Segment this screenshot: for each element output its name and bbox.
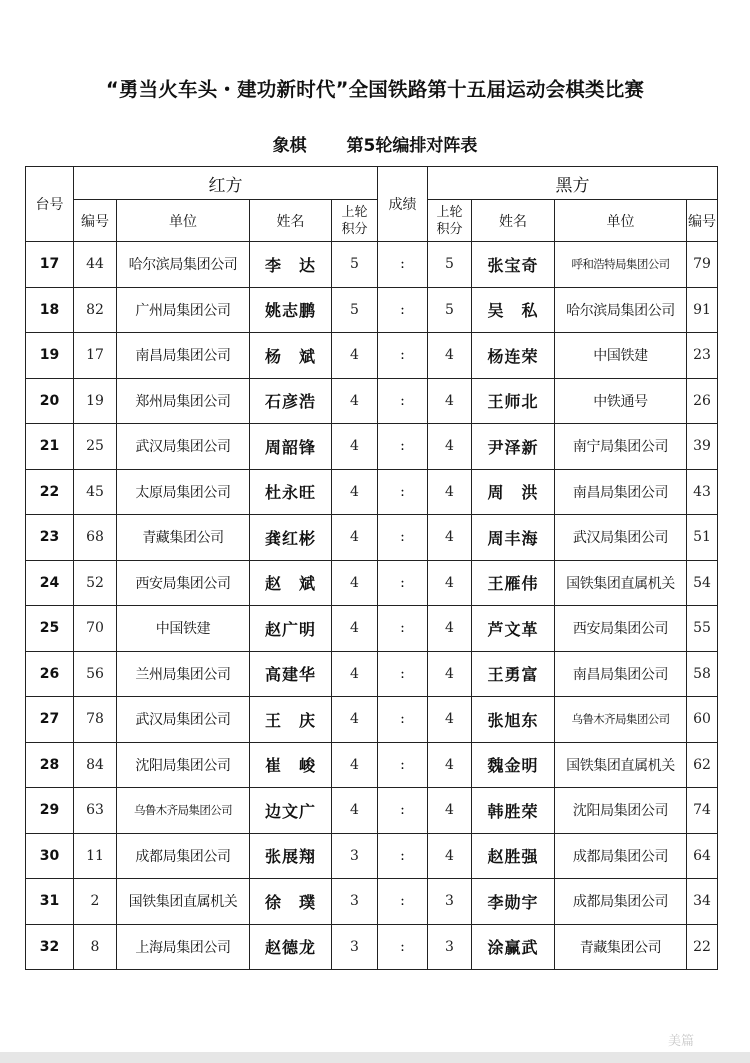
red-id-cell: 8 — [74, 924, 117, 970]
result-cell: : — [378, 333, 428, 379]
red-name-cell: 姚志鹏 — [250, 287, 332, 333]
table-row — [26, 606, 718, 652]
red-unit-cell: 太原局集团公司 — [117, 469, 250, 515]
table-row — [26, 424, 718, 470]
red-score-cell: 4 — [332, 378, 378, 424]
black-unit-cell: 南昌局集团公司 — [555, 651, 687, 697]
red-score-cell: 4 — [332, 469, 378, 515]
header-red-prev-score: 上轮 积分 — [332, 200, 378, 242]
black-id-cell: 22 — [687, 924, 718, 970]
black-name-cell: 周 洪 — [472, 469, 555, 515]
header-row-bottom — [26, 200, 718, 242]
red-score-cell: 4 — [332, 515, 378, 561]
black-name-cell: 王勇富 — [472, 651, 555, 697]
red-name-cell: 李 达 — [250, 242, 332, 288]
red-unit-cell: 郑州局集团公司 — [117, 378, 250, 424]
red-name-cell: 赵德龙 — [250, 924, 332, 970]
red-score-cell: 3 — [332, 833, 378, 879]
black-score-cell: 4 — [428, 378, 472, 424]
red-name-cell: 王 庆 — [250, 697, 332, 743]
black-name-cell: 吴 私 — [472, 287, 555, 333]
black-unit-cell: 中铁通号 — [555, 378, 687, 424]
pairing-table — [25, 166, 718, 970]
result-cell: : — [378, 742, 428, 788]
black-name-cell: 张宝奇 — [472, 242, 555, 288]
result-cell: : — [378, 242, 428, 288]
red-unit-cell: 青藏集团公司 — [117, 515, 250, 561]
black-name-cell: 王师北 — [472, 378, 555, 424]
header-black-unit: 单位 — [555, 200, 687, 242]
black-score-cell: 4 — [428, 515, 472, 561]
red-score-cell: 3 — [332, 924, 378, 970]
header-row-top — [26, 167, 718, 200]
black-id-cell: 91 — [687, 287, 718, 333]
black-id-cell: 64 — [687, 833, 718, 879]
red-unit-cell: 武汉局集团公司 — [117, 697, 250, 743]
black-name-cell: 韩胜荣 — [472, 788, 555, 834]
red-unit-cell: 西安局集团公司 — [117, 560, 250, 606]
red-score-cell: 4 — [332, 606, 378, 652]
result-cell: : — [378, 560, 428, 606]
black-unit-cell: 青藏集团公司 — [555, 924, 687, 970]
black-id-cell: 51 — [687, 515, 718, 561]
header-black-prev-score: 上轮 积分 — [428, 200, 472, 242]
table-row — [26, 378, 718, 424]
black-id-cell: 62 — [687, 742, 718, 788]
black-score-cell: 3 — [428, 924, 472, 970]
table-row — [26, 788, 718, 834]
black-score-cell: 5 — [428, 287, 472, 333]
result-cell: : — [378, 424, 428, 470]
board-cell: 24 — [26, 560, 74, 606]
black-id-cell: 58 — [687, 651, 718, 697]
result-cell: : — [378, 469, 428, 515]
result-cell: : — [378, 833, 428, 879]
result-cell: : — [378, 287, 428, 333]
table-row — [26, 333, 718, 379]
red-id-cell: 25 — [74, 424, 117, 470]
board-cell: 26 — [26, 651, 74, 697]
black-unit-cell: 西安局集团公司 — [555, 606, 687, 652]
document-subtitle: 象棋 第5轮编排对阵表 — [272, 136, 478, 156]
red-unit-cell: 广州局集团公司 — [117, 287, 250, 333]
result-cell: : — [378, 651, 428, 697]
black-name-cell: 李勋宇 — [472, 879, 555, 925]
red-id-cell: 52 — [74, 560, 117, 606]
red-id-cell: 11 — [74, 833, 117, 879]
table-row — [26, 469, 718, 515]
red-name-cell: 徐 璞 — [250, 879, 332, 925]
black-id-cell: 60 — [687, 697, 718, 743]
red-unit-cell: 上海局集团公司 — [117, 924, 250, 970]
result-cell: : — [378, 697, 428, 743]
table-row — [26, 924, 718, 970]
board-cell: 25 — [26, 606, 74, 652]
table-row — [26, 287, 718, 333]
watermark-logo: 美篇 — [668, 1034, 695, 1049]
board-cell: 19 — [26, 333, 74, 379]
black-score-cell: 4 — [428, 742, 472, 788]
red-name-cell: 杨 斌 — [250, 333, 332, 379]
black-name-cell: 魏金明 — [472, 742, 555, 788]
board-cell: 20 — [26, 378, 74, 424]
black-id-cell: 55 — [687, 606, 718, 652]
black-name-cell: 尹泽新 — [472, 424, 555, 470]
red-unit-cell: 兰州局集团公司 — [117, 651, 250, 697]
board-cell: 29 — [26, 788, 74, 834]
result-cell: : — [378, 606, 428, 652]
red-unit-cell: 武汉局集团公司 — [117, 424, 250, 470]
black-unit-cell: 中国铁建 — [555, 333, 687, 379]
red-name-cell: 高建华 — [250, 651, 332, 697]
black-score-cell: 4 — [428, 697, 472, 743]
result-cell: : — [378, 515, 428, 561]
table-row — [26, 833, 718, 879]
red-unit-cell: 中国铁建 — [117, 606, 250, 652]
header-red-unit: 单位 — [117, 200, 250, 242]
header-result: 成绩 — [378, 167, 428, 242]
black-unit-cell: 乌鲁木齐局集团公司 — [555, 697, 687, 743]
red-id-cell: 82 — [74, 287, 117, 333]
red-id-cell: 63 — [74, 788, 117, 834]
board-cell: 21 — [26, 424, 74, 470]
black-id-cell: 43 — [687, 469, 718, 515]
red-unit-cell: 国铁集团直属机关 — [117, 879, 250, 925]
black-id-cell: 74 — [687, 788, 718, 834]
red-score-cell: 4 — [332, 742, 378, 788]
red-unit-cell: 乌鲁木齐局集团公司 — [117, 788, 250, 834]
document-title: “勇当火车头・建功新时代”全国铁路第十五届运动会棋类比赛 — [105, 78, 645, 101]
header-black-side: 黑方 — [428, 167, 718, 200]
red-name-cell: 赵 斌 — [250, 560, 332, 606]
board-cell: 17 — [26, 242, 74, 288]
header-red-side: 红方 — [74, 167, 378, 200]
result-cell: : — [378, 378, 428, 424]
red-name-cell: 龚红彬 — [250, 515, 332, 561]
red-unit-cell: 南昌局集团公司 — [117, 333, 250, 379]
table-row — [26, 242, 718, 288]
black-unit-cell: 武汉局集团公司 — [555, 515, 687, 561]
black-score-cell: 4 — [428, 788, 472, 834]
header-black-id: 编号 — [687, 200, 718, 242]
bottom-band — [0, 1052, 750, 1063]
header-red-name: 姓名 — [250, 200, 332, 242]
red-id-cell: 45 — [74, 469, 117, 515]
black-unit-cell: 国铁集团直属机关 — [555, 742, 687, 788]
red-score-cell: 4 — [332, 333, 378, 379]
black-unit-cell: 南昌局集团公司 — [555, 469, 687, 515]
red-score-cell: 5 — [332, 287, 378, 333]
red-id-cell: 70 — [74, 606, 117, 652]
red-name-cell: 崔 峻 — [250, 742, 332, 788]
result-cell: : — [378, 924, 428, 970]
board-cell: 22 — [26, 469, 74, 515]
red-id-cell: 44 — [74, 242, 117, 288]
red-score-cell: 4 — [332, 424, 378, 470]
black-unit-cell: 呼和浩特局集团公司 — [555, 242, 687, 288]
red-id-cell: 2 — [74, 879, 117, 925]
board-cell: 30 — [26, 833, 74, 879]
header-red-id: 编号 — [74, 200, 117, 242]
board-cell: 32 — [26, 924, 74, 970]
header-board: 台号 — [26, 167, 74, 242]
black-score-cell: 4 — [428, 560, 472, 606]
black-score-cell: 4 — [428, 833, 472, 879]
red-score-cell: 4 — [332, 560, 378, 606]
black-id-cell: 54 — [687, 560, 718, 606]
red-score-cell: 4 — [332, 697, 378, 743]
red-score-cell: 5 — [332, 242, 378, 288]
black-unit-cell: 国铁集团直属机关 — [555, 560, 687, 606]
table-row — [26, 879, 718, 925]
black-name-cell: 王雁伟 — [472, 560, 555, 606]
red-score-cell: 4 — [332, 651, 378, 697]
header-black-name: 姓名 — [472, 200, 555, 242]
black-score-cell: 4 — [428, 333, 472, 379]
board-cell: 31 — [26, 879, 74, 925]
red-id-cell: 56 — [74, 651, 117, 697]
black-unit-cell: 沈阳局集团公司 — [555, 788, 687, 834]
table-row — [26, 560, 718, 606]
board-cell: 18 — [26, 287, 74, 333]
black-id-cell: 26 — [687, 378, 718, 424]
black-id-cell: 34 — [687, 879, 718, 925]
black-name-cell: 周丰海 — [472, 515, 555, 561]
black-unit-cell: 成都局集团公司 — [555, 879, 687, 925]
pairing-rows — [26, 242, 718, 970]
black-name-cell: 赵胜强 — [472, 833, 555, 879]
black-unit-cell: 哈尔滨局集团公司 — [555, 287, 687, 333]
red-id-cell: 68 — [74, 515, 117, 561]
black-score-cell: 4 — [428, 424, 472, 470]
board-cell: 28 — [26, 742, 74, 788]
black-score-cell: 3 — [428, 879, 472, 925]
black-name-cell: 涂赢武 — [472, 924, 555, 970]
black-score-cell: 4 — [428, 469, 472, 515]
table-row — [26, 651, 718, 697]
red-name-cell: 杜永旺 — [250, 469, 332, 515]
red-unit-cell: 成都局集团公司 — [117, 833, 250, 879]
black-unit-cell: 成都局集团公司 — [555, 833, 687, 879]
red-score-cell: 3 — [332, 879, 378, 925]
black-id-cell: 39 — [687, 424, 718, 470]
black-name-cell: 杨连荣 — [472, 333, 555, 379]
black-name-cell: 芦文革 — [472, 606, 555, 652]
red-name-cell: 边文广 — [250, 788, 332, 834]
red-id-cell: 84 — [74, 742, 117, 788]
red-id-cell: 78 — [74, 697, 117, 743]
black-name-cell: 张旭东 — [472, 697, 555, 743]
table-row — [26, 697, 718, 743]
black-score-cell: 4 — [428, 606, 472, 652]
result-cell: : — [378, 788, 428, 834]
red-name-cell: 周韶锋 — [250, 424, 332, 470]
red-unit-cell: 沈阳局集团公司 — [117, 742, 250, 788]
table-row — [26, 515, 718, 561]
black-id-cell: 79 — [687, 242, 718, 288]
table-row — [26, 742, 718, 788]
black-score-cell: 5 — [428, 242, 472, 288]
red-name-cell: 张展翔 — [250, 833, 332, 879]
board-cell: 23 — [26, 515, 74, 561]
red-id-cell: 19 — [74, 378, 117, 424]
red-name-cell: 石彦浩 — [250, 378, 332, 424]
red-id-cell: 17 — [74, 333, 117, 379]
black-score-cell: 4 — [428, 651, 472, 697]
board-cell: 27 — [26, 697, 74, 743]
red-score-cell: 4 — [332, 788, 378, 834]
red-unit-cell: 哈尔滨局集团公司 — [117, 242, 250, 288]
result-cell: : — [378, 879, 428, 925]
black-id-cell: 23 — [687, 333, 718, 379]
red-name-cell: 赵广明 — [250, 606, 332, 652]
black-unit-cell: 南宁局集团公司 — [555, 424, 687, 470]
